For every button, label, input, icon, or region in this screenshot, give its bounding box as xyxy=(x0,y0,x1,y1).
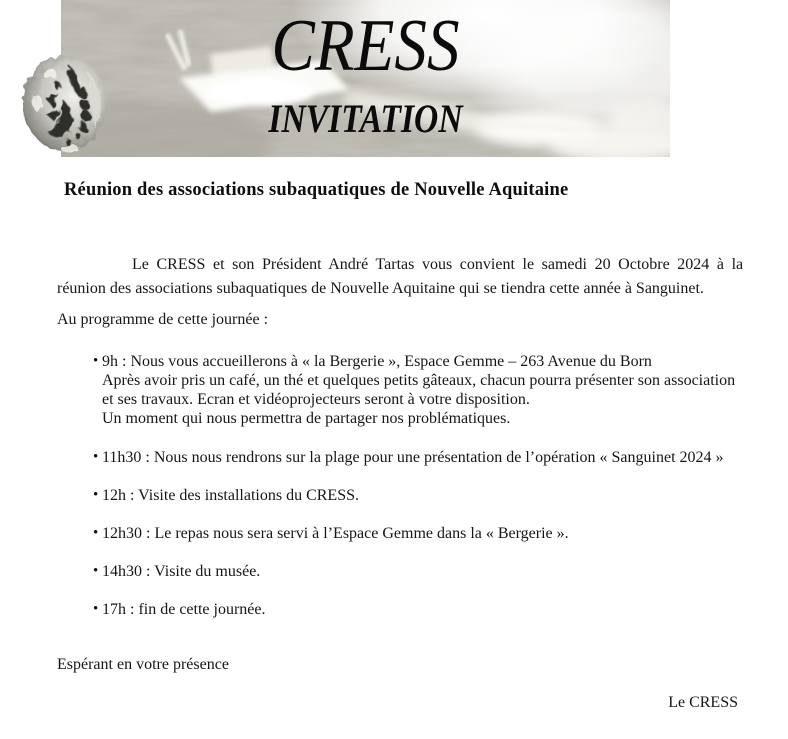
schedule-line: • 12h30 : Le repas nous sera servi à l’Espace Gemme dans la « Bergerie ». xyxy=(102,525,569,542)
schedule-item xyxy=(57,448,767,467)
schedule-line: et ses travaux. Ecran et vidéoprojecteurs seront à votre disposition. xyxy=(102,391,530,408)
schedule-item xyxy=(57,524,767,543)
coin-logo xyxy=(20,52,110,155)
document-heading: Réunion des associations subaquatiques de Nouvelle Aquitaine xyxy=(64,180,569,200)
header-banner xyxy=(61,0,670,157)
schedule-item xyxy=(57,600,767,619)
schedule-line: Un moment qui nous permettra de partager nos problématiques. xyxy=(102,410,511,427)
schedule-line: • 9h : Nous vous accueillerons à « la Bergerie », Espace Gemme – 263 Avenue du Born xyxy=(102,353,652,370)
schedule-line: • 12h : Visite des installations du CRESS. xyxy=(102,487,359,504)
banner-title: CRESS xyxy=(271,5,460,87)
schedule-line: • 11h30 : Nous nous rendrons sur la plage pour une présentation de l’opération « Sanguinet 2024 » xyxy=(102,449,724,466)
schedule-item xyxy=(57,562,767,581)
closing-line: Espérant en votre présence xyxy=(57,656,229,673)
schedule-item xyxy=(57,352,767,428)
intro-line: réunion des associations subaquatiques de Nouvelle Aquitaine qui se tiendra cette année à Sanguinet. xyxy=(57,279,704,297)
schedule-list xyxy=(57,352,767,638)
schedule-line: • 14h30 : Visite du musée. xyxy=(102,563,261,580)
program-label: Au programme de cette journée : xyxy=(57,311,269,328)
schedule-item xyxy=(57,486,767,505)
banner-subtitle: INVITATION xyxy=(268,96,463,141)
schedule-line: • 17h : fin de cette journée. xyxy=(102,601,266,618)
intro-paragraph xyxy=(57,253,744,300)
intro-line: Le CRESS et son Président André Tartas vous convient le samedi 20 Octobre 2024 à la xyxy=(132,256,744,273)
schedule-line: Après avoir pris un café, un thé et quelques petits gâteaux, chacun pourra présenter son association xyxy=(102,372,736,389)
signature: Le CRESS xyxy=(668,694,738,711)
